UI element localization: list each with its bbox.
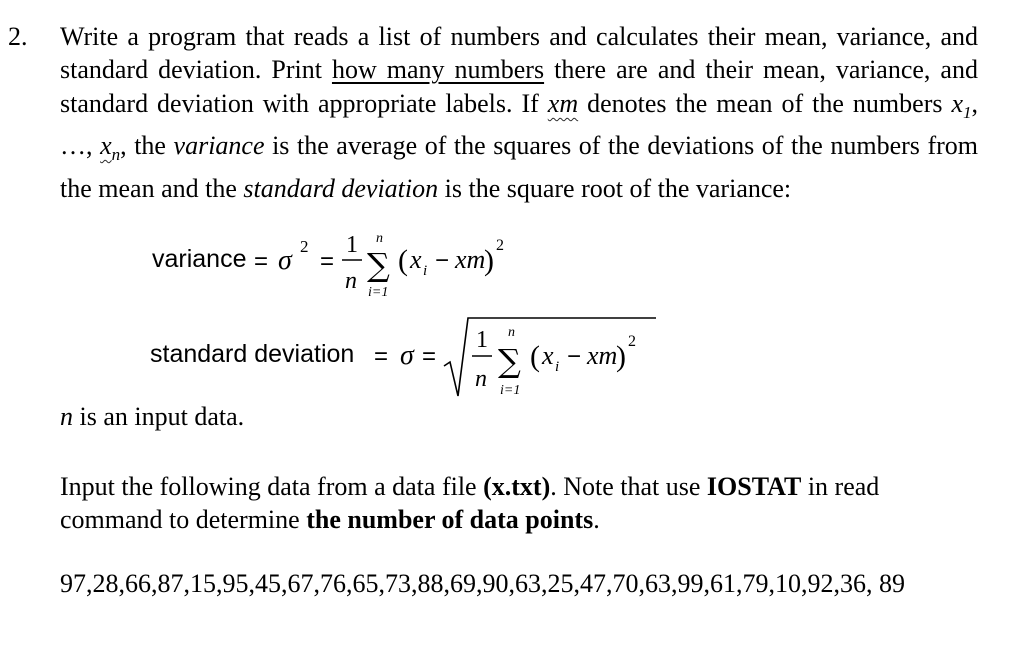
- sum-lower-limit: i=1: [500, 383, 521, 398]
- close-paren: ): [484, 244, 494, 277]
- xm-term: xm: [547, 88, 579, 118]
- problem-statement: Write a program that reads a list of numbers and calculates their mean, variance, and standard deviation. Print how many numbers there are and their mean, variance, and standard deviation with appropriate labels. If xm denotes the mean of the numbers $x_1$, …, $x_n$, the variance is the average of the squares of the deviations of the numbers from the mean and the standard deviation is the square root of the variance:: [60, 22, 979, 203]
- minus-sign: −: [435, 247, 450, 274]
- xm-var: xm: [587, 341, 618, 370]
- x-var: x: [542, 341, 554, 370]
- sum-upper-limit: n: [508, 325, 515, 340]
- eq-equals: =: [374, 343, 389, 370]
- n-note: n is an input data.: [60, 402, 245, 431]
- std-formula: [372, 310, 672, 402]
- variance-label: variance: [152, 245, 247, 273]
- fraction-denominator: n: [345, 268, 357, 294]
- sum-upper-limit: n: [376, 231, 383, 246]
- fraction-numerator: 1: [476, 327, 488, 353]
- square-exponent: 2: [496, 237, 504, 254]
- variance-term: variance: [173, 131, 265, 161]
- underlined-phrase: how many numbers: [331, 55, 545, 85]
- sum-lower-limit: i=1: [368, 285, 389, 300]
- variance-formula: [252, 222, 552, 302]
- iostat-keyword: IOSTAT: [706, 472, 802, 501]
- open-paren: (: [398, 244, 408, 277]
- eq-equals: =: [254, 248, 269, 275]
- eq-equals: =: [422, 343, 437, 370]
- problem-number: 2.: [8, 22, 28, 51]
- std-term: standard deviation: [243, 173, 439, 203]
- file-name: (x.txt): [483, 472, 551, 501]
- xn-term: $x_n$: [100, 131, 121, 165]
- sum-symbol: ∑: [498, 342, 521, 380]
- sigma-exponent: 2: [300, 237, 309, 256]
- eq-equals: =: [320, 248, 335, 275]
- square-exponent: 2: [628, 333, 636, 350]
- data-values: 97,28,66,87,15,95,45,67,76,65,73,88,69,90,63,25,47,70,63,99,61,79,10,92,36, 89: [60, 569, 905, 598]
- x-subscript: i: [555, 359, 560, 375]
- sigma-symbol: σ: [400, 340, 414, 371]
- sum-symbol: ∑: [367, 246, 390, 284]
- std-label: standard deviation: [150, 340, 355, 368]
- fraction-numerator: 1: [346, 232, 358, 258]
- bold-phrase: the number of data points: [306, 505, 594, 534]
- minus-sign: −: [567, 343, 582, 370]
- x-var: x: [410, 245, 422, 274]
- xm-var: xm: [455, 245, 486, 274]
- instruction: Input the following data from a data file (x.txt). Note that use IOSTAT in read command to determine the number of data points.: [60, 472, 880, 534]
- close-paren: ): [616, 340, 626, 373]
- open-paren: (: [530, 340, 540, 373]
- fraction-denominator: n: [475, 366, 487, 392]
- sigma-symbol: σ: [278, 245, 292, 276]
- x-subscript: i: [423, 263, 428, 279]
